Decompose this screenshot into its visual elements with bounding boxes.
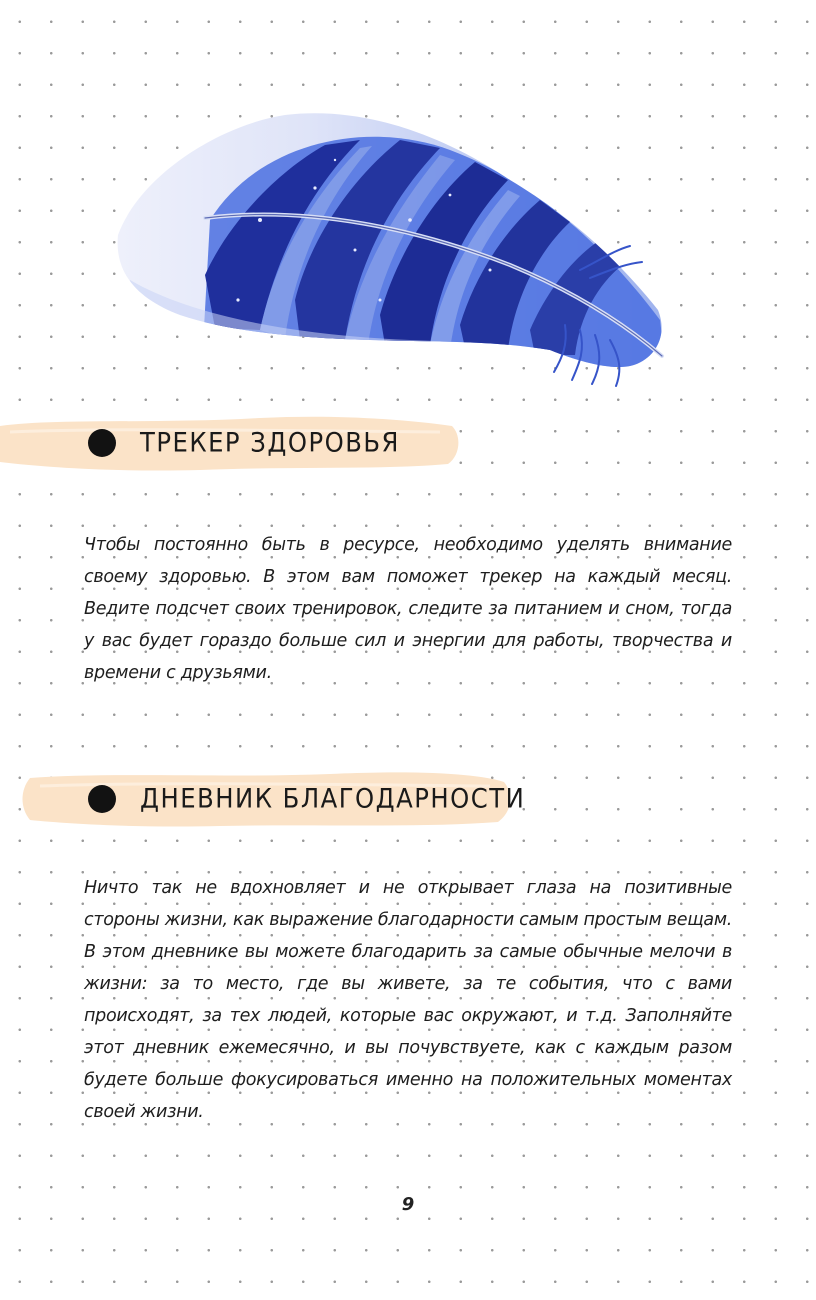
section-title: ТРЕКЕР ЗДОРОВЬЯ bbox=[140, 427, 400, 459]
section-text: Чтобы постоянно быть в ресурсе, необходимо уделять внимание своему здоровью. В этом вам поможет трекер на каждый месяц. Ведите подсчет своих тренировок, следите за питанием и сном, тогда у вас будет гораздо больше сил и энергии для работы, творчества и времени с друзьями. bbox=[84, 534, 732, 683]
page-number: 9 bbox=[401, 1194, 415, 1215]
bullet-dot bbox=[88, 429, 116, 457]
feather-illustration bbox=[110, 100, 670, 390]
section-heading-gratitude bbox=[0, 768, 526, 830]
section-heading-health bbox=[0, 412, 460, 474]
section-text: Ничто так не вдохновляет и не открывает глаза на позитивные стороны жизни, как выражение благодарности самым простым вещам. В этом дневнике вы можете благодарить за самые обычные мелочи в жизни: за то место, где вы живете, за те события, что с вами происходят, за тех людей, которые вас окружают, и т.д. Заполняйте этот дневник ежемесячно, и вы почувствуете, как с каждым разом будете больше фокусироваться именно на положительных моментах своей жизни. bbox=[84, 877, 732, 1122]
bullet-dot bbox=[88, 785, 116, 813]
section-title: ДНЕВНИК БЛАГОДАРНОСТИ bbox=[140, 783, 526, 815]
